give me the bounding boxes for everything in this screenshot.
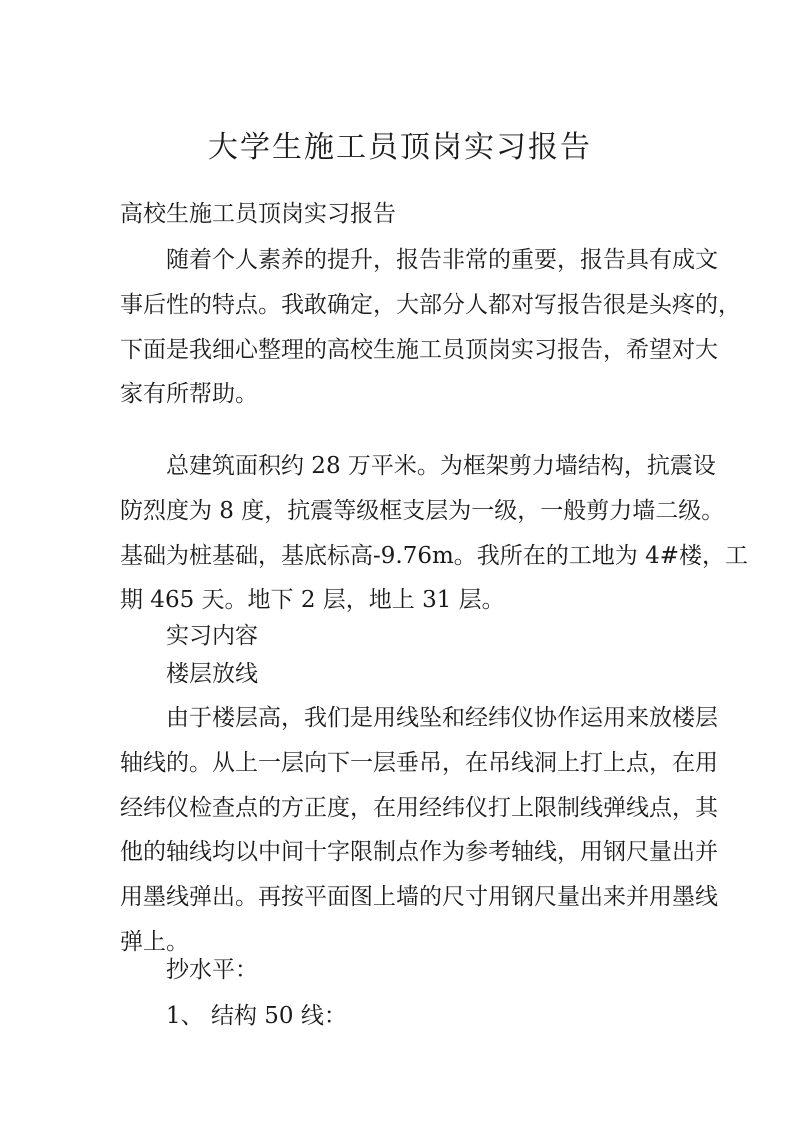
paragraph-line: 基础为桩基础，基底标高-9.76m。我所在的工地为 4#楼，工 bbox=[120, 542, 749, 569]
paragraph-line: 经纬仪检查点的方正度，在用经纬仪打上限制线弹线点，其 bbox=[120, 794, 718, 821]
paragraph-line: 总建筑面积约 28 万平米。为框架剪力墙结构，抗震设 bbox=[166, 453, 716, 479]
section-heading-floor: 楼层放线 bbox=[166, 661, 258, 687]
list-item: 1、 结构 50 线： bbox=[166, 1003, 347, 1029]
paragraph-line: 随着个人素养的提升，报告非常的重要，报告具有成文 bbox=[166, 247, 718, 273]
paragraph-line: 事后性的特点。我敢确定，大部分人都对写报告很是头疼的， bbox=[120, 291, 741, 318]
paragraph-line: 防烈度为 8 度，抗震等级框支层为一级，一般剪力墙二级。 bbox=[120, 497, 725, 524]
floor-paragraph bbox=[120, 696, 718, 965]
paragraph-line: 期 465 天。地下 2 层，地上 31 层。 bbox=[120, 587, 505, 614]
paragraph-line: 他的轴线均以中间十字限制点作为参考轴线，用钢尺量出并 bbox=[120, 839, 718, 866]
intro-paragraph bbox=[120, 238, 741, 417]
page-title: 大学生施工员顶岗实习报告 bbox=[208, 130, 592, 165]
paragraph-line: 用墨线弹出。再按平面图上墙的尺寸用钢尺量出来并用墨线 bbox=[120, 884, 718, 911]
paragraph-line: 由于楼层高，我们是用线坠和经纬仪协作运用来放楼层 bbox=[166, 705, 718, 731]
paragraph-line: 轴线的。从上一层向下一层垂吊，在吊线洞上打上点，在用 bbox=[120, 749, 718, 776]
paragraph-line: 家有所帮助。 bbox=[120, 381, 258, 408]
paragraph-line: 下面是我细心整理的高校生施工员顶岗实习报告，希望对大 bbox=[120, 336, 718, 363]
section-heading-content: 实习内容 bbox=[166, 623, 258, 649]
section-heading-level: 抄水平： bbox=[166, 957, 258, 983]
paragraph-line: 弹上。 bbox=[120, 928, 189, 955]
overview-paragraph bbox=[120, 444, 749, 623]
document-subtitle: 高校生施工员顶岗实习报告 bbox=[120, 201, 396, 227]
